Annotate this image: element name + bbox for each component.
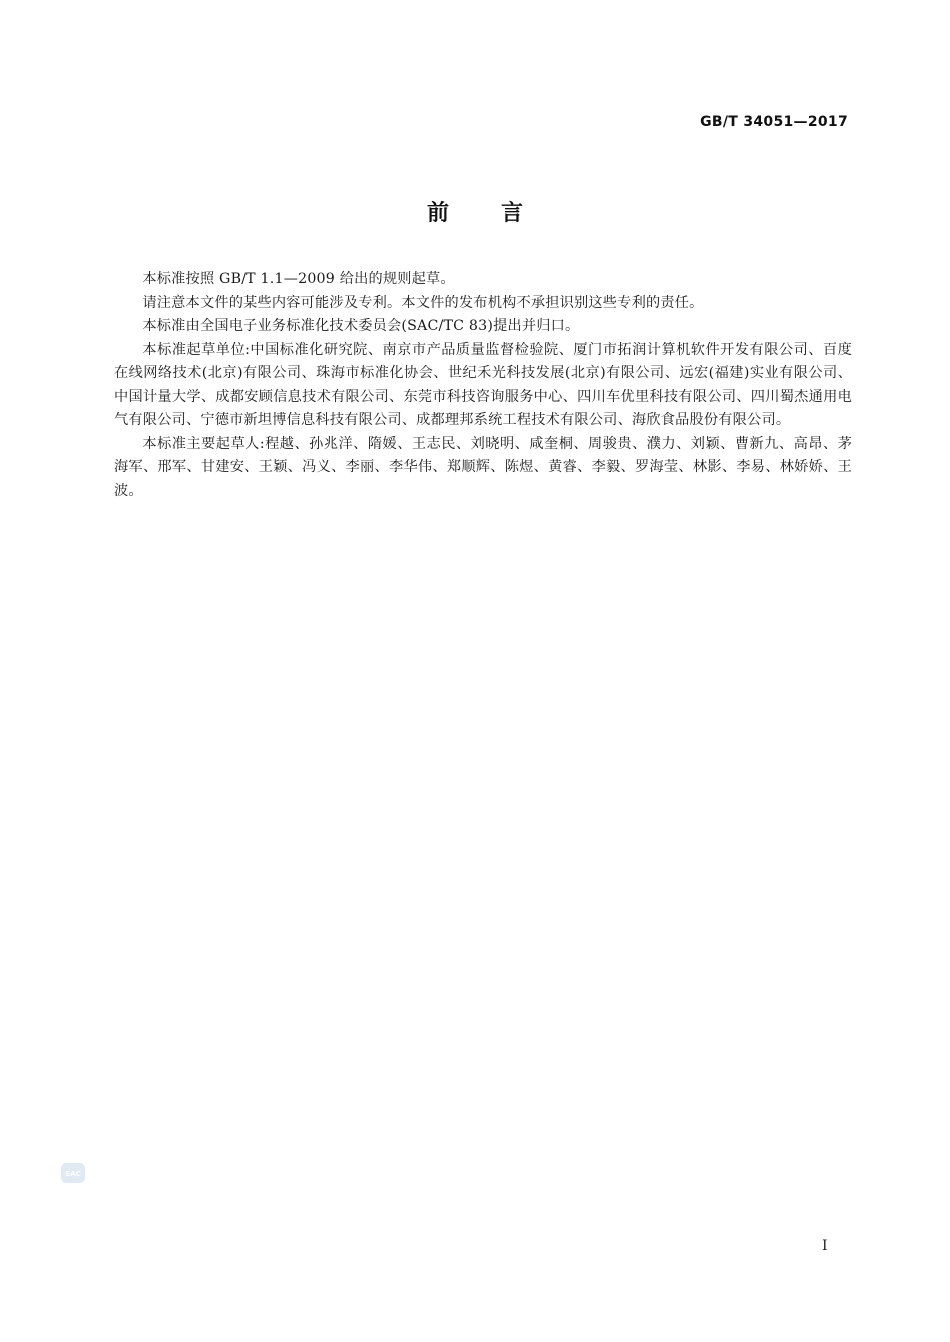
paragraph-patent-notice: 请注意本文件的某些内容可能涉及专利。本文件的发布机构不承担识别这些专利的责任。 [142, 294, 704, 311]
page-number: I [822, 1238, 828, 1254]
paragraph-drafting-rules: 本标准按照 GB/T 1.1—2009 给出的规则起草。 [142, 271, 455, 287]
page-title: 前言 [426, 201, 575, 226]
standard-number: GB/T 34051—2017 [700, 114, 848, 130]
paragraph-proposer: 本标准由全国电子业务标准化技术委员会(SAC/TC 83)提出并归口。 [142, 318, 580, 334]
paragraph-drafting-units: 本标准起草单位:中国标准化研究院、南京市产品质量监督检验院、厦门市拓润计算机软件开发有限公司、百度在线网络技术(北京)有限公司、珠海市标准化协会、世纪禾光科技发展(北京)有限公司、远宏(福建)实业有限公司、中国计量大学、成都安顾信息技术有限公司、东莞市科技咨询服务中心、四川车优里科技有限公司、四川蜀杰通用电气有限公司、宁德市新坦博信息科技有限公司、成都理邦系统工程技术有限公司、海欣食品股份有限公司。 [114, 341, 852, 428]
foreword-body [114, 268, 852, 503]
svg-text:SAC: SAC [65, 1170, 81, 1178]
sac-logo-icon [61, 1163, 85, 1183]
paragraph-main-drafters: 本标准主要起草人:程越、孙兆洋、隋媛、王志民、刘晓明、咸奎桐、周骏贵、濮力、刘颖、曹新九、高昂、茅海军、邢军、甘建安、王颖、冯义、李丽、李华伟、郑顺辉、陈煜、黄睿、李毅、罗海莹、林影、李易、林娇娇、王波。 [114, 435, 852, 499]
